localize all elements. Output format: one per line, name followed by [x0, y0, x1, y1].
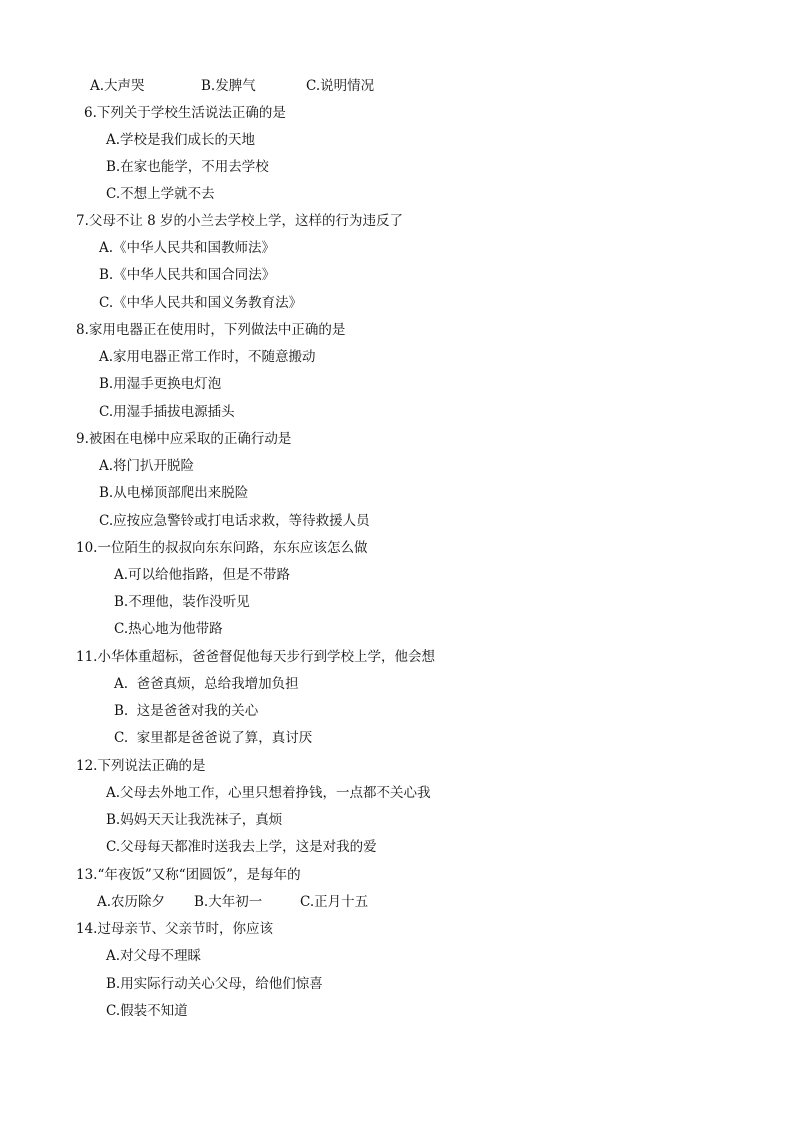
q12-stem: 12.下列说法正确的是 — [76, 758, 206, 774]
q7-option-a: A.《中华人民共和国教师法》 — [99, 240, 276, 256]
q8-option-c: C.用湿手插拔电源插头 — [99, 404, 235, 420]
q9-option-c: C.应按应急警铃或打电话求救，等待救援人员 — [99, 513, 370, 529]
q8-option-a: A.家用电器正常工作时，不随意搬动 — [99, 349, 316, 365]
q10-option-a: A.可以给他指路，但是不带路 — [114, 567, 291, 583]
q13-options — [0, 893, 793, 911]
q9-option-b: B.从电梯顶部爬出来脱险 — [99, 485, 249, 501]
q14-option-a: A.对父母不理睬 — [106, 948, 202, 964]
q7-stem: 7.父母不让 8 岁的小兰去学校上学，这样的行为违反了 — [76, 213, 404, 229]
q13-option-c: C.正月十五 — [300, 894, 369, 910]
q10-option-b: B.不理他，装作没听见 — [114, 594, 250, 610]
q6-stem: 6.下列关于学校生活说法正确的是 — [84, 105, 286, 121]
q7-option-c: C.《中华人民共和国义务教育法》 — [99, 295, 303, 311]
q14-option-c: C.假装不知道 — [106, 1003, 188, 1019]
q13-option-b: B.大年初一 — [194, 894, 263, 910]
q11-stem: 11.小华体重超标，爸爸督促他每天步行到学校上学，他会想 — [76, 649, 435, 665]
q10-option-c: C.热心地为他带路 — [114, 621, 223, 637]
q6-option-a: A.学校是我们成长的天地 — [106, 132, 256, 148]
q5-option-a: A.大声哭 — [90, 78, 145, 94]
q5-option-c: C.说明情况 — [306, 78, 375, 94]
q5-options — [0, 77, 793, 95]
q13-stem: 13.“年夜饭”又称“团圆饭”，是每年的 — [76, 867, 301, 883]
q12-option-a: A.父母去外地工作，心里只想着挣钱，一点都不关心我 — [106, 785, 431, 801]
q11-option-b: B. 这是爸爸对我的关心 — [114, 703, 259, 719]
q8-stem: 8.家用电器正在使用时，下列做法中正确的是 — [76, 322, 346, 338]
q13-option-a: A.农历除夕 — [97, 894, 166, 910]
q12-option-c: C.父母每天都准时送我去上学，这是对我的爱 — [106, 839, 377, 855]
q11-option-c: C. 家里都是爸爸说了算，真讨厌 — [114, 730, 313, 746]
q9-stem: 9.被困在电梯中应采取的正确行动是 — [76, 431, 292, 447]
q8-option-b: B.用湿手更换电灯泡 — [99, 376, 222, 392]
q6-option-c: C.不想上学就不去 — [106, 186, 215, 202]
q14-option-b: B.用实际行动关心父母，给他们惊喜 — [106, 976, 323, 992]
q10-stem: 10.一位陌生的叔叔向东东问路，东东应该怎么做 — [76, 540, 368, 556]
q7-option-b: B.《中华人民共和国合同法》 — [99, 267, 276, 283]
q6-option-b: B.在家也能学，不用去学校 — [106, 159, 269, 175]
q14-stem: 14.过母亲节、父亲节时，你应该 — [76, 921, 273, 937]
q5-option-b: B.发脾气 — [201, 78, 256, 94]
q12-option-b: B.妈妈天天让我洗袜子，真烦 — [106, 812, 283, 828]
q9-option-a: A.将门扒开脱险 — [99, 458, 195, 474]
q11-option-a: A. 爸爸真烦，总给我增加负担 — [114, 676, 299, 692]
